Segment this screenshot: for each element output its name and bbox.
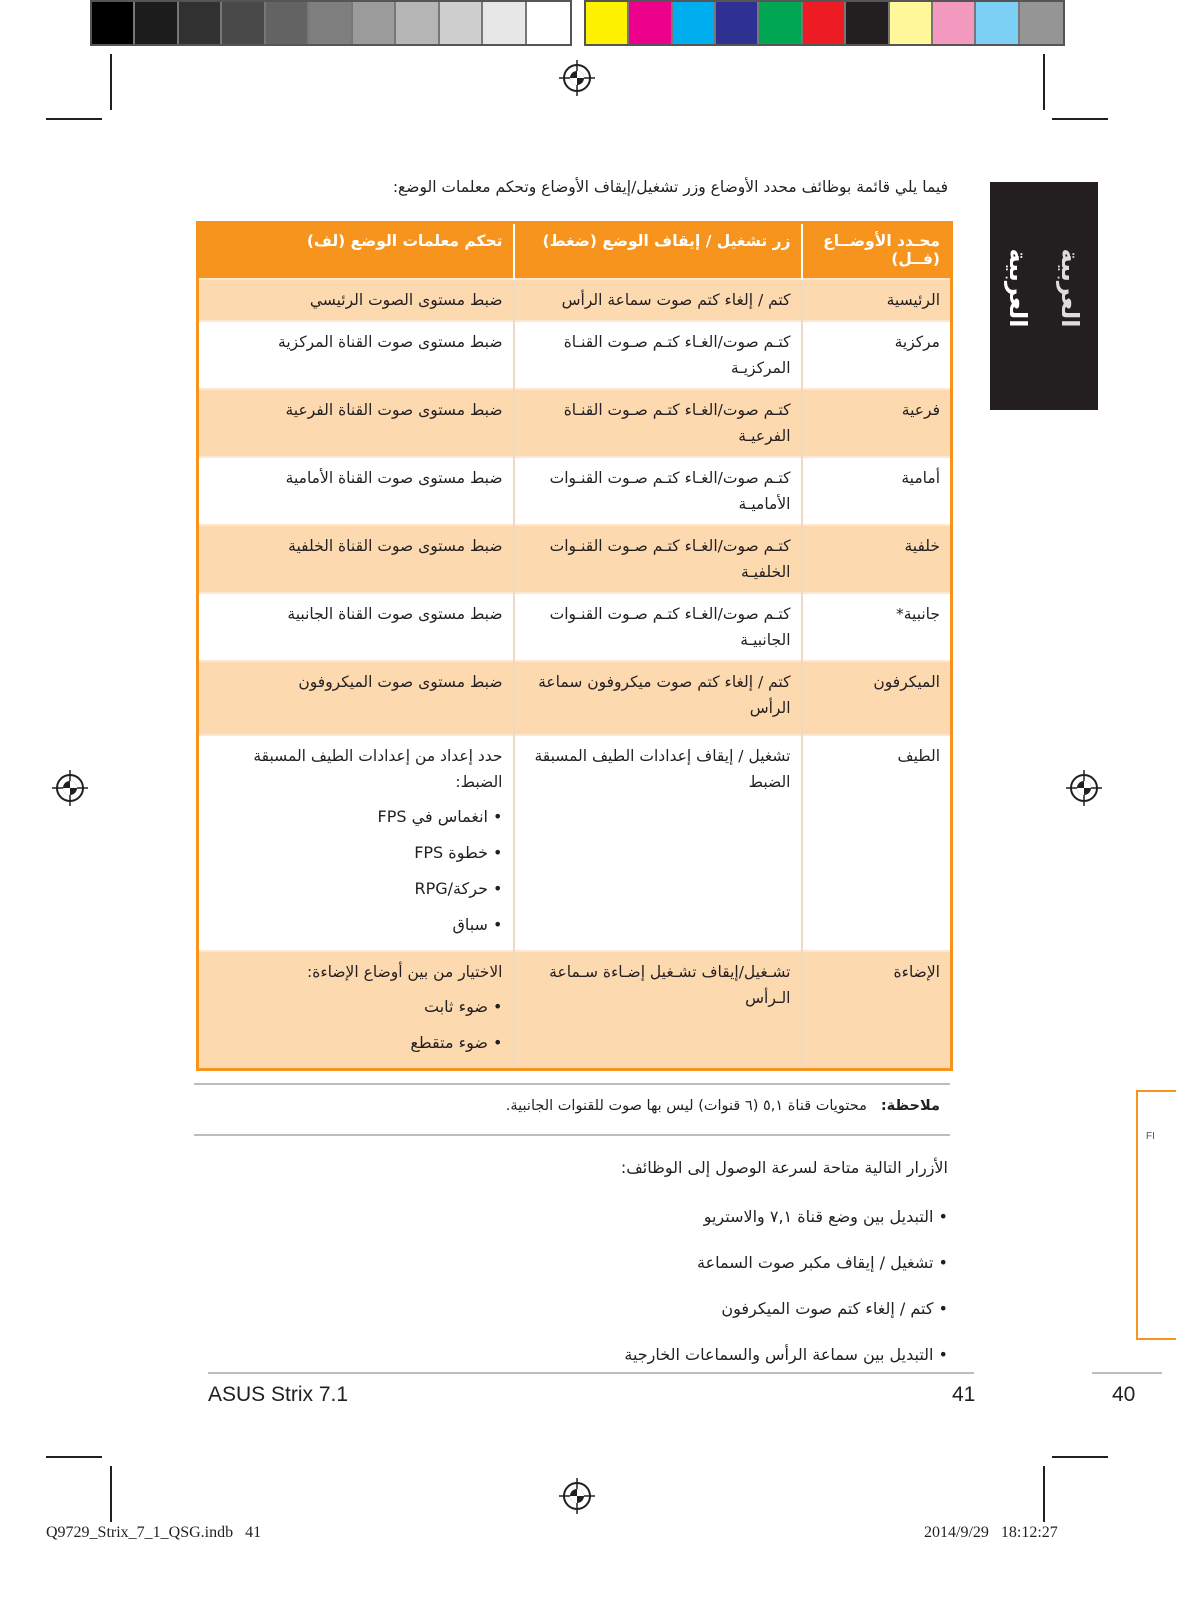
mode-cell: أمامية: [802, 457, 952, 525]
list-item: • حركة/RPG: [209, 871, 503, 907]
mode-cell: الطيف: [802, 735, 952, 951]
mode-cell: فرعية: [802, 389, 952, 457]
mode-functions-table: [196, 221, 953, 1071]
table-row: [198, 321, 952, 389]
divider: [194, 1083, 950, 1085]
calibration-swatch: [629, 2, 672, 44]
calibration-swatch: [135, 2, 178, 44]
product-name: ASUS Strix 7.1: [208, 1383, 349, 1406]
control-cell: ضبط مستوى صوت الميكروفون: [198, 661, 514, 735]
control-cell-text: الاختيار من بين أوضاع الإضاءة:: [307, 962, 503, 981]
list-item: • خطوة FPS: [209, 835, 503, 871]
registration-mark-icon: [559, 60, 595, 96]
calibration-swatch: [716, 2, 759, 44]
calibration-swatch: [222, 2, 265, 44]
table-header-row: [198, 223, 952, 279]
crop-mark: [1043, 1466, 1045, 1522]
adjacent-page-letters: FI: [1146, 1131, 1155, 1142]
language-side-tab: [990, 182, 1098, 410]
mode-cell: جانبية*: [802, 593, 952, 661]
mode-cell: الرئيسية: [802, 279, 952, 321]
control-cell: ضبط مستوى الصوت الرئيسي: [198, 279, 514, 321]
divider: [194, 1134, 950, 1136]
footer-divider: [1092, 1372, 1162, 1374]
calibration-swatch: [353, 2, 396, 44]
calibration-swatch: [527, 2, 570, 44]
calibration-swatch: [1020, 2, 1063, 44]
mode-cell: الميكرفون: [802, 661, 952, 735]
toggle-cell: تشـغيل/إيقاف تشـغيل إضـاءة سـماعة الـرأس: [514, 951, 802, 1070]
calibration-swatch: [483, 2, 526, 44]
toggle-cell: كتـم صوت/الغـاء كتـم صـوت القنـوات الأماميـة: [514, 457, 802, 525]
slug-timestamp: 2014/9/29 18:12:27: [924, 1524, 1058, 1541]
calibration-swatch: [803, 2, 846, 44]
toggle-cell: كتـم صوت/الغـاء كتـم صـوت القنـاة الفرعيـة: [514, 389, 802, 457]
control-cell: ضبط مستوى صوت القناة الفرعية: [198, 389, 514, 457]
control-cell: ضبط مستوى صوت القناة المركزية: [198, 321, 514, 389]
crop-mark: [1052, 118, 1108, 120]
control-cell: [198, 735, 514, 951]
registration-mark-icon: [1066, 770, 1102, 806]
toggle-cell: كتـم صوت/الغـاء كتـم صـوت القنـاة المركزيـة: [514, 321, 802, 389]
crop-mark: [1052, 1456, 1108, 1458]
toggle-cell: تشغيل / إيقاف إعدادات الطيف المسبقة الضبط: [514, 735, 802, 951]
crop-mark: [110, 54, 112, 110]
control-cell: ضبط مستوى صوت القناة الخلفية: [198, 525, 514, 593]
table-row: [198, 389, 952, 457]
mode-cell: الإضاءة: [802, 951, 952, 1070]
buttons-intro: الأزرار التالية متاحة لسرعة الوصول إلى الوظائف:: [620, 1158, 948, 1177]
preset-list: [209, 799, 503, 943]
calibration-swatch: [933, 2, 976, 44]
table-row: [198, 525, 952, 593]
table-row: [198, 279, 952, 321]
list-item: • انغماس في FPS: [209, 799, 503, 835]
calibration-swatch: [846, 2, 889, 44]
crop-mark: [46, 1456, 102, 1458]
slug-file: Q9729_Strix_7_1_QSG.indb 41: [46, 1524, 262, 1541]
table-row: [198, 661, 952, 735]
calibration-swatch: [396, 2, 439, 44]
control-cell: ضبط مستوى صوت القناة الأمامية: [198, 457, 514, 525]
mode-cell: خلفية: [802, 525, 952, 593]
table-row: [198, 735, 952, 951]
intro-text: فيما يلي قائمة بوظائف محدد الأوضاع وزر تشغيل/إيقاف الأوضاع وتحكم معلمات الوضع:: [392, 178, 948, 196]
color-calibration-bar: [584, 0, 1065, 46]
crop-mark: [110, 1466, 112, 1522]
lighting-list: [209, 989, 503, 1061]
toggle-cell: كتم / إلغاء كتم صوت ميكروفون سماعة الرأس: [514, 661, 802, 735]
mode-cell: مركزية: [802, 321, 952, 389]
calibration-swatch: [440, 2, 483, 44]
calibration-swatch: [309, 2, 352, 44]
page-number: 41: [952, 1383, 976, 1406]
table-row: [198, 951, 952, 1070]
control-cell-text: حدد إعداد من إعدادات الطيف المسبقة الضبط:: [253, 746, 503, 791]
list-item: • ضوء ثابت: [209, 989, 503, 1025]
registration-mark-icon: [52, 770, 88, 806]
side-tab-label: العربية: [1004, 248, 1032, 328]
toggle-cell: كتم / إلغاء كتم صوت سماعة الرأس: [514, 279, 802, 321]
crop-mark: [1043, 54, 1045, 110]
calibration-swatch: [586, 2, 629, 44]
column-header-mode: محـدد الأوضــاع (فــل): [802, 223, 952, 279]
toggle-cell: كتـم صوت/الغـاء كتـم صـوت القنـوات الخلفيـة: [514, 525, 802, 593]
buttons-list: [624, 1200, 948, 1384]
calibration-swatch: [890, 2, 933, 44]
control-cell: [198, 951, 514, 1070]
list-item: • ضوء متقطع: [209, 1025, 503, 1061]
table-row: [198, 593, 952, 661]
note-label: ملاحظة:: [880, 1098, 940, 1114]
calibration-swatch: [179, 2, 222, 44]
adjacent-page-bracket: [1136, 1090, 1176, 1340]
note: [506, 1098, 940, 1114]
list-item: • كتم / إلغاء كتم صوت الميكرفون: [624, 1292, 948, 1338]
list-item: • تشغيل / إيقاف مكبر صوت السماعة: [624, 1246, 948, 1292]
grayscale-calibration-bar: [90, 0, 572, 46]
note-text: محتويات قناة ٥,١ (٦ قنوات) ليس بها صوت للقنوات الجانبية.: [505, 1098, 867, 1114]
footer-divider: [208, 1372, 974, 1374]
toggle-cell: كتـم صوت/الغـاء كتـم صـوت القنـوات الجانبيـة: [514, 593, 802, 661]
list-item: • التبديل بين وضع قناة ٧,١ والاستريو: [624, 1200, 948, 1246]
calibration-swatch: [92, 2, 135, 44]
calibration-swatch: [673, 2, 716, 44]
table-row: [198, 457, 952, 525]
list-item: • التبديل بين سماعة الرأس والسماعات الخارجية: [624, 1338, 948, 1384]
previous-page-number: 40: [1112, 1383, 1136, 1406]
control-cell: ضبط مستوى صوت القناة الجانبية: [198, 593, 514, 661]
calibration-swatch: [976, 2, 1019, 44]
calibration-swatch: [266, 2, 309, 44]
crop-mark: [46, 118, 102, 120]
list-item: • سباق: [209, 907, 503, 943]
calibration-swatch: [759, 2, 802, 44]
registration-mark-icon: [559, 1478, 595, 1514]
column-header-toggle: زر تشغيل / إيقاف الوضع (ضغط): [514, 223, 802, 279]
column-header-control: تحكم معلمات الوضع (لف): [198, 223, 514, 279]
side-tab-label-mirrored: العربية: [1056, 248, 1084, 328]
